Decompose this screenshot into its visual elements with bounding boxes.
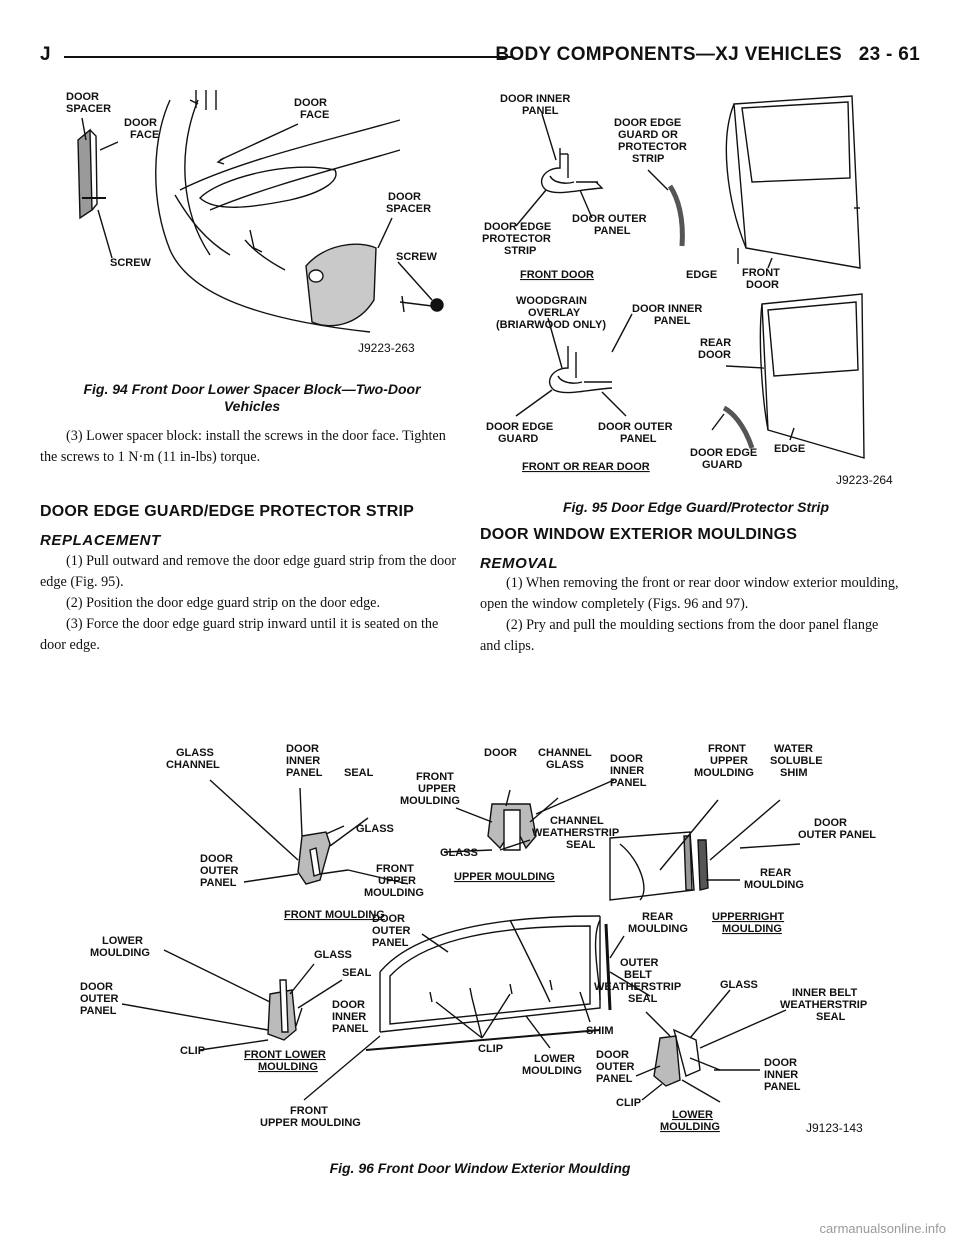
fig96-label-inner-panel-b-line2: INNER [610, 765, 645, 777]
fig96-label-front-upper-a-line3: MOULDING [364, 887, 424, 899]
fig94-label-door-spacer-line2: SPACER [66, 103, 112, 115]
fig96-label-inner-panel-d-line3: PANEL [764, 1081, 801, 1093]
fig95-label-front-door-b-line1: FRONT [742, 267, 780, 279]
svg-text:DOOR [484, 747, 517, 759]
heading-door-edge-guard: DOOR EDGE GUARD/EDGE PROTECTOR STRIP [40, 503, 415, 520]
svg-text:FRONTUPPERMOULDING [694, 743, 754, 779]
fig94-code: J9223-263 [358, 341, 415, 355]
svg-text:DOORINNERPANEL [286, 743, 323, 779]
fig96-label-channel-ws-line3: SEAL [566, 839, 596, 851]
fig95-label-edge-protector-line3: STRIP [504, 245, 537, 257]
fig95-label-door-inner-panel-line1: DOOR INNER [500, 93, 571, 105]
fig96-label-glass-channel-line2: CHANNEL [166, 759, 220, 771]
svg-text:GLASSCHANNEL [166, 747, 220, 771]
svg-text:DOOR OUTERPANEL [572, 213, 647, 237]
fig96-label-outer-panel-a-line2: OUTER [200, 865, 239, 877]
fig96-label-outer-panel-e-line1: DOOR [80, 981, 113, 993]
fig94-label-door-spacer-line1: DOOR [66, 91, 99, 103]
figure-96-caption: Fig. 96 Front Door Window Exterior Moulding [329, 1160, 631, 1176]
fig95-label-edge-guard-line1: DOOR EDGE [486, 421, 554, 433]
fig96-label-upper-moulding: UPPER MOULDING [454, 871, 555, 883]
fig96-label-inner-panel-d-line2: INNER [764, 1069, 799, 1081]
svg-text:DOORINNERPANEL [332, 999, 369, 1035]
svg-text:CHANNELGLASS [538, 747, 592, 771]
fig96-label-inner-panel-b-line3: PANEL [610, 777, 647, 789]
fig96-label-upperright-line1: UPPERRIGHT [712, 911, 785, 923]
fig96-label-inner-panel-b-line1: DOOR [610, 753, 643, 765]
fig94-label-door-face-line2: FACE [130, 129, 160, 141]
fig96-label-channel-ws-line2: WEATHERSTRIP [532, 827, 620, 839]
svg-text:DOOR INNERPANEL [500, 93, 570, 117]
fig95-label-door-outer-panel-b-line1: DOOR OUTER [598, 421, 673, 433]
fig94-caption-line1: Fig. 94 Front Door Lower Spacer Block—Two-Door [83, 381, 421, 397]
fig96-label-outer-panel-f-line2: OUTER [596, 1061, 635, 1073]
svg-text:DOOR EDGEGUARD [486, 421, 553, 445]
svg-text:FRONTDOOR [742, 267, 780, 291]
fig96-label-rear-moulding-b-line2: MOULDING [628, 923, 688, 935]
svg-text:LOWERMOULDING [90, 935, 150, 959]
svg-text:DOORSPACER [386, 191, 431, 215]
fig96-label-front-upper-d-line1: FRONT [290, 1105, 328, 1117]
svg-text:DOORFACE [294, 97, 329, 121]
fig96-label-lower-moulding-b-line1: LOWER [534, 1053, 575, 1065]
fig95-label-front-door: FRONT DOOR [520, 269, 594, 281]
svg-text:CHANNELWEATHERSTRIPSEAL [532, 815, 619, 851]
fig96-label-channel-ws-line1: CHANNEL [550, 815, 604, 827]
fig96-label-inner-belt-line2: WEATHERSTRIP [780, 999, 868, 1011]
right-column-steps [480, 573, 900, 657]
fig95-label-front-door-b-line2: DOOR [746, 279, 779, 291]
fig96-label-glass-channel-line1: GLASS [176, 747, 214, 759]
fig94-label-door-spacer-b-line1: DOOR [388, 191, 421, 203]
svg-text:DOOR INNERPANEL [632, 303, 702, 327]
fig95-label-edge-guard-or-line3: PROTECTOR [618, 141, 687, 153]
fig94-label-screw: SCREW [110, 257, 151, 269]
fig96-label-front-upper-b-line3: MOULDING [400, 795, 460, 807]
fig96-code: J9123-143 [806, 1121, 863, 1135]
header-letter: J [40, 44, 51, 65]
fig96-label-lower-moulding-a-line1: LOWER [102, 935, 143, 947]
watermark: carmanualsonline.info [819, 1221, 946, 1236]
figure-96 [80, 740, 880, 1150]
svg-text:FRONTUPPER MOULDING [260, 1105, 361, 1129]
fig95-label-door-inner-panel-b-line2: PANEL [654, 315, 691, 327]
fig95-label-edge-guard-or-line2: GUARD OR [618, 129, 678, 141]
fig96-label-outer-belt-line4: SEAL [628, 993, 658, 1005]
step-1-remove-guard: (1) Pull outward and remove the door edge guard strip from the door edge (Fig. 95). [40, 553, 457, 590]
fig96-label-water-soluble-line1: WATER [774, 743, 813, 755]
header-page-number: 23 - 61 [858, 44, 920, 65]
fig95-label-edge-guard-b-line1: DOOR EDGE [690, 447, 758, 459]
fig96-label-lower-moulding-c-line2: MOULDING [660, 1121, 720, 1133]
svg-text:DOORINNERPANEL [764, 1057, 801, 1093]
fig96-label-outer-panel-c-line1: DOOR [484, 747, 517, 759]
subheading-removal: REMOVAL [480, 555, 559, 572]
fig96-label-lower-moulding-c-line1: LOWER [672, 1109, 713, 1121]
figure-95-labels [482, 93, 893, 487]
header-title [495, 44, 920, 66]
svg-text:REARDOOR [698, 337, 731, 361]
fig96-label-shim: SHIM [586, 1025, 614, 1037]
fig95-label-woodgrain-line2: OVERLAY [528, 307, 581, 319]
fig95-label-door-outer-panel-line1: DOOR OUTER [572, 213, 647, 225]
svg-text:DOORFACE [124, 117, 159, 141]
fig96-label-inner-belt-line3: SEAL [816, 1011, 846, 1023]
left-column-steps [40, 551, 460, 656]
fig96-label-water-soluble-line3: SHIM [780, 767, 808, 779]
fig95-label-edge: EDGE [686, 269, 718, 281]
svg-text:DOORSPACER [66, 91, 111, 115]
fig96-label-front-upper-b-line1: FRONT [416, 771, 454, 783]
figure-95-caption: Fig. 95 Door Edge Guard/Protector Strip [562, 499, 830, 515]
page-header [40, 44, 920, 68]
fig96-label-clip-a: CLIP [180, 1045, 206, 1057]
figure-96-labels [80, 743, 876, 1135]
fig96-label-inner-panel-a-line3: PANEL [286, 767, 323, 779]
fig96-label-glass-b: GLASS [440, 847, 478, 859]
fig96-label-outer-panel-f-line3: PANEL [596, 1073, 633, 1085]
svg-text:LOWERMOULDING [522, 1053, 582, 1077]
fig95-label-woodgrain-line1: WOODGRAIN [516, 295, 587, 307]
fig95-label-edge-protector-line2: PROTECTOR [482, 233, 551, 245]
svg-text:DOOR EDGEPROTECTORSTRIP [482, 221, 551, 257]
fig96-label-front-upper-b-line2: UPPER [418, 783, 456, 795]
fig96-label-front-moulding: FRONT MOULDING [284, 909, 385, 921]
fig96-label-outer-panel-right-line2: OUTER PANEL [798, 829, 877, 841]
fig96-label-inner-panel-c-line1: DOOR [332, 999, 365, 1011]
figure-94-drawing [40, 80, 470, 376]
fig96-label-outer-panel-b-line3: PANEL [372, 937, 409, 949]
heading-window-mouldings: DOOR WINDOW EXTERIOR MOULDINGS [480, 526, 798, 543]
fig95-label-rear-door-line1: REAR [700, 337, 732, 349]
svg-text:INNER BELTWEATHERSTRIPSEAL [780, 987, 867, 1023]
fig96-label-upperright-line2: MOULDING [722, 923, 782, 935]
fig96-label-inner-panel-a-line2: INNER [286, 755, 321, 767]
fig95-label-door-outer-panel-b-line2: PANEL [620, 433, 657, 445]
fig96-label-seal-a: SEAL [344, 767, 374, 779]
figure-94-caption [40, 381, 464, 415]
fig96-label-lower-moulding-b-line2: MOULDING [522, 1065, 582, 1077]
fig96-label-outer-panel-e-line3: PANEL [80, 1005, 117, 1017]
svg-text:DOOR EDGEGUARD [690, 447, 757, 471]
fig95-label-rear-door-line2: DOOR [698, 349, 731, 361]
fig96-label-outer-belt-line3: WEATHERSTRIP [594, 981, 682, 993]
figure-95-drawing [472, 78, 920, 492]
fig94-label-door-spacer-b-line2: SPACER [386, 203, 432, 215]
svg-text:DOOROUTERPANEL [80, 981, 119, 1017]
step-1-open-window: (1) When removing the front or rear door window exterior moulding, open the window completely (Figs. 96 and 97). [480, 575, 899, 612]
fig96-label-water-soluble-line2: SOLUBLE [770, 755, 823, 767]
figure-94-labels [66, 91, 438, 355]
svg-text:DOORINNERPANEL [610, 753, 647, 789]
fig95-label-door-outer-panel-line2: PANEL [594, 225, 631, 237]
left-column-para-spacer [40, 426, 460, 468]
para-lower-spacer-block: (3) Lower spacer block: install the screws in the door face. Tighten the screws to 1 N·m (11 in-lbs) torque. [40, 428, 446, 465]
fig95-label-edge-guard-or-line4: STRIP [632, 153, 665, 165]
fig96-label-rear-moulding-a-line1: REAR [760, 867, 792, 879]
svg-text:DOOROUTERPANEL [200, 853, 239, 889]
svg-text:UPPERRIGHTMOULDING [712, 911, 784, 935]
svg-text:DOOR OUTERPANEL [598, 421, 673, 445]
fig95-label-woodgrain-line3: (BRIARWOOD ONLY) [496, 319, 606, 331]
fig96-label-front-upper-c-line2: UPPER [710, 755, 748, 767]
fig96-label-inner-panel-c-line2: INNER [332, 1011, 367, 1023]
svg-text:DOOROUTERPANEL [372, 913, 411, 949]
svg-text:FRONTUPPERMOULDING [400, 771, 460, 807]
fig96-label-outer-panel-a-line3: PANEL [200, 877, 237, 889]
fig96-label-outer-panel-e-line2: OUTER [80, 993, 119, 1005]
fig96-label-front-upper-a-line2: UPPER [378, 875, 416, 887]
fig94-label-screw-b: SCREW [396, 251, 437, 263]
fig96-label-rear-moulding-b-line1: REAR [642, 911, 674, 923]
svg-text:LOWERMOULDING [660, 1109, 720, 1133]
figure-96-drawing [80, 740, 880, 1150]
fig96-label-front-upper-a-line1: FRONT [376, 863, 414, 875]
fig94-label-door-face-line1: DOOR [124, 117, 157, 129]
fig96-label-inner-belt-line1: INNER BELT [792, 987, 858, 999]
svg-text:DOOROUTER PANEL [798, 817, 876, 841]
fig94-label-door-face-b-line2: FACE [300, 109, 330, 121]
fig96-label-outer-panel-right-line1: DOOR [814, 817, 847, 829]
fig96-label-front-upper-d-line2: UPPER MOULDING [260, 1117, 361, 1129]
fig96-label-outer-panel-a-line1: DOOR [200, 853, 233, 865]
fig96-label-outer-panel-b-line2: OUTER [372, 925, 411, 937]
fig96-label-glass-c: GLASS [314, 949, 352, 961]
fig95-label-front-or-rear: FRONT OR REAR DOOR [522, 461, 650, 473]
svg-text:REARMOULDING [628, 911, 688, 935]
step-2-position-guard: (2) Position the door edge guard strip on the door edge. [66, 595, 381, 611]
fig96-label-glass-a: GLASS [356, 823, 394, 835]
fig96-label-channel-glass-line1: CHANNEL [538, 747, 592, 759]
fig96-label-clip-b: CLIP [478, 1043, 504, 1055]
step-3-force-guard: (3) Force the door edge guard strip inward until it is seated on the door edge. [40, 616, 439, 653]
fig96-label-outer-belt-line1: OUTER [620, 957, 659, 969]
fig96-label-front-upper-c-line1: FRONT [708, 743, 746, 755]
fig94-caption-line2: Vehicles [223, 398, 281, 414]
header-rule [64, 56, 512, 58]
fig94-label-door-face-b-line1: DOOR [294, 97, 327, 109]
fig96-label-front-upper-c-line3: MOULDING [694, 767, 754, 779]
header-section-title: BODY COMPONENTS—XJ VEHICLES [495, 44, 842, 65]
fig96-label-seal-b: SEAL [342, 967, 372, 979]
svg-text:DOOR EDGEGUARD ORPROTECTORSTRI [614, 117, 687, 165]
fig96-label-outer-panel-f-line1: DOOR [596, 1049, 629, 1061]
fig96-label-channel-glass-line2: GLASS [546, 759, 584, 771]
svg-text:REARMOULDING [744, 867, 804, 891]
subheading-replacement: REPLACEMENT [40, 532, 161, 549]
fig96-label-front-lower-line2: MOULDING [258, 1061, 318, 1073]
fig96-label-inner-panel-c-line3: PANEL [332, 1023, 369, 1035]
figure-94 [40, 80, 470, 376]
fig96-label-inner-panel-d-line1: DOOR [764, 1057, 797, 1069]
fig96-label-rear-moulding-a-line2: MOULDING [744, 879, 804, 891]
fig96-label-front-lower-line1: FRONT LOWER [244, 1049, 326, 1061]
svg-text:FRONTUPPERMOULDING [364, 863, 424, 899]
figure-95 [472, 78, 920, 492]
fig96-label-outer-belt-line2: BELT [624, 969, 652, 981]
fig95-label-edge-protector-line1: DOOR EDGE [484, 221, 552, 233]
svg-text:DOOROUTERPANEL [596, 1049, 635, 1085]
fig96-label-glass-d: GLASS [720, 979, 758, 991]
fig95-label-edge-guard-or-line1: DOOR EDGE [614, 117, 682, 129]
fig95-label-edge-guard-line2: GUARD [498, 433, 539, 445]
fig95-label-door-inner-panel-b-line1: DOOR INNER [632, 303, 703, 315]
fig96-label-lower-moulding-a-line2: MOULDING [90, 947, 150, 959]
svg-text:WATERSOLUBLESHIM [770, 743, 823, 779]
step-2-pry-moulding: (2) Pry and pull the moulding sections from the door panel flange and clips. [480, 617, 879, 654]
fig95-label-edge-guard-b-line2: GUARD [702, 459, 743, 471]
svg-text:FRONT LOWERMOULDING [244, 1049, 326, 1073]
fig96-label-clip-c: CLIP [616, 1097, 642, 1109]
fig96-label-inner-panel-a-line1: DOOR [286, 743, 319, 755]
svg-text:WOODGRAINOVERLAY(BRIARWOOD ONL [496, 295, 606, 331]
fig96-label-outer-panel-b-line1: DOOR [372, 913, 405, 925]
fig95-label-edge-b: EDGE [774, 443, 806, 455]
fig95-code: J9223-264 [836, 473, 893, 487]
fig95-label-door-inner-panel-line2: PANEL [522, 105, 559, 117]
